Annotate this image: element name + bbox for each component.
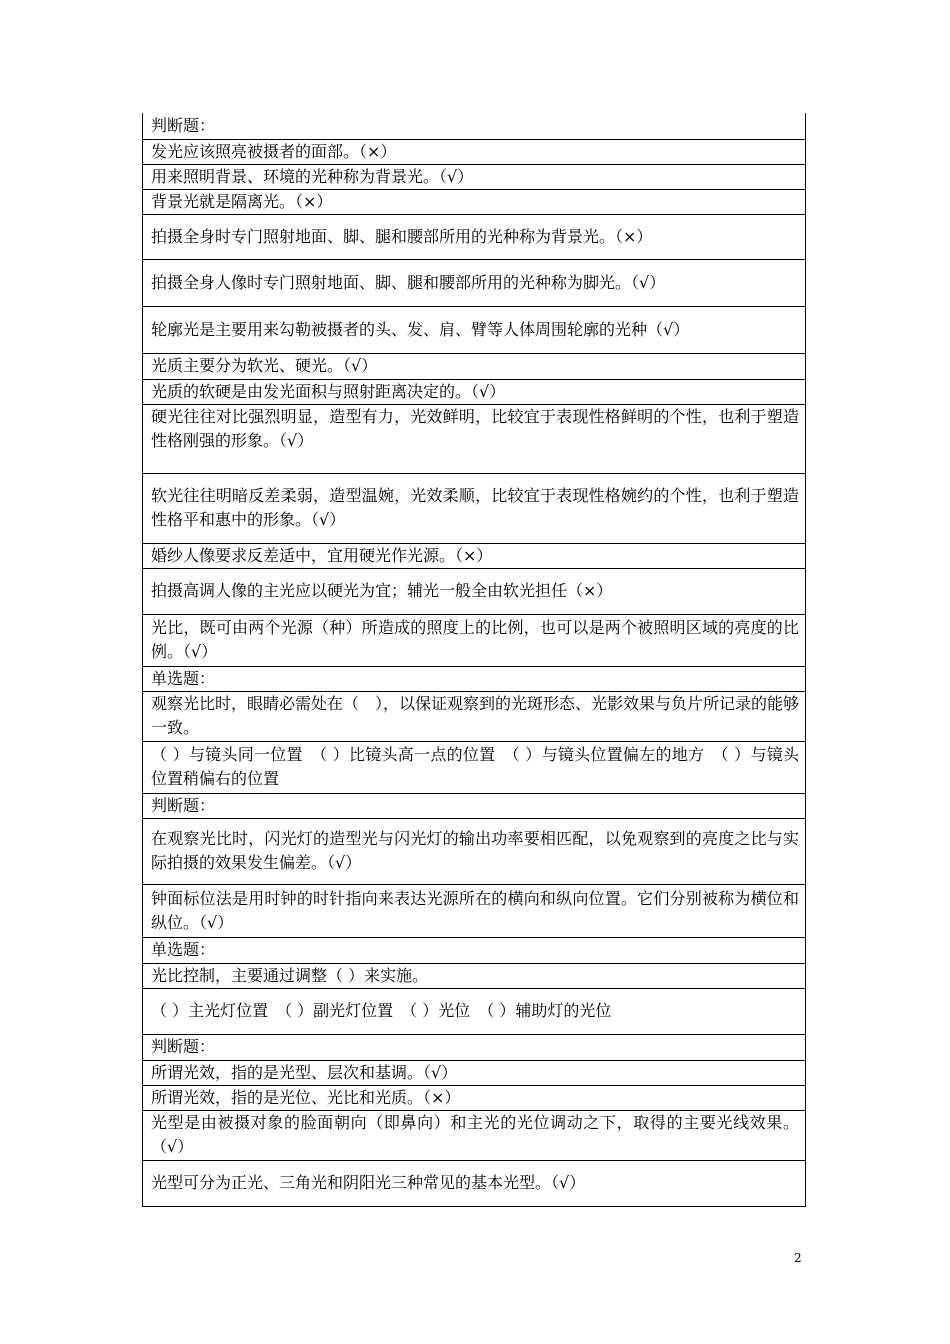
options-row: （ ）与镜头同一位置 （ ）比镜头高一点的位置 （ ）与镜头位置偏左的地方 （ ）与镜头位置稍偏右的位置 [143,741,806,793]
section-heading-judgment: 判断题： [143,113,806,139]
question-row: 观察光比时，眼睛必需处在（ ），以保证观察到的光斑形态、光影效果与负片所记录的能够一致。 [143,691,806,741]
question-row: 硬光往往对比强烈明显，造型有力，光效鲜明，比较宜于表现性格鲜明的个性，也利于塑造性格刚强的形象。（√） [143,404,806,473]
question-row: 光型可分为正光、三角光和阴阳光三种常见的基本光型。（√） [143,1160,806,1206]
question-row: 背景光就是隔离光。（×） [143,189,806,214]
section-heading-single-choice: 单选题： [143,666,806,691]
question-row: 拍摄全身人像时专门照射地面、脚、腿和腰部所用的光种称为脚光。（√） [143,259,806,306]
question-row: 在观察光比时，闪光灯的造型光与闪光灯的输出功率要相匹配，以免观察到的亮度之比与实际拍摄的效果发生偏差。（√） [143,818,806,884]
question-row: 发光应该照亮被摄者的面部。（×） [143,139,806,164]
question-row: 轮廓光是主要用来勾勒被摄者的头、发、肩、臂等人体周围轮廓的光种（√） [143,306,806,353]
question-row: 所谓光效，指的是光位、光比和光质。（×） [143,1085,806,1110]
question-row: 光质的软硬是由发光面积与照射距离决定的。（√） [143,379,806,404]
question-row: 光比，既可由两个光源（种）所造成的照度上的比例，也可以是两个被照明区域的亮度的比例。（√） [143,614,806,666]
question-row: 拍摄全身时专门照射地面、脚、腿和腰部所用的光种称为背景光。（×） [143,214,806,259]
question-row: 光型是由被摄对象的脸面朝向（即鼻向）和主光的光位调动之下，取得的主要光线效果。（√） [143,1110,806,1160]
question-row: 软光往往明暗反差柔弱，造型温婉，光效柔顺，比较宜于表现性格婉约的个性，也利于塑造性格平和惠中的形象。（√） [143,473,806,543]
section-heading-judgment: 判断题： [143,793,806,818]
page-number: 2 [794,1251,802,1265]
question-row: 光质主要分为软光、硬光。（√） [143,353,806,379]
question-table [142,113,806,1207]
question-row: 光比控制，主要通过调整（ ）来实施。 [143,963,806,988]
section-heading-judgment: 判断题： [143,1034,806,1060]
options-row: （ ）主光灯位置 （ ）副光灯位置 （ ）光位 （ ）辅助灯的光位 [143,988,806,1034]
question-row: 钟面标位法是用时钟的时针指向来表达光源所在的横向和纵向位置。它们分别被称为横位和纵位。（√） [143,884,806,937]
section-heading-single-choice: 单选题： [143,937,806,963]
question-row: 用来照明背景、环境的光种称为背景光。（√） [143,164,806,189]
question-row: 所谓光效，指的是光型、层次和基调。（√） [143,1060,806,1085]
question-row: 婚纱人像要求反差适中，宜用硬光作光源。（×） [143,543,806,568]
question-row: 拍摄高调人像的主光应以硬光为宜；辅光一般全由软光担任（×） [143,568,806,614]
